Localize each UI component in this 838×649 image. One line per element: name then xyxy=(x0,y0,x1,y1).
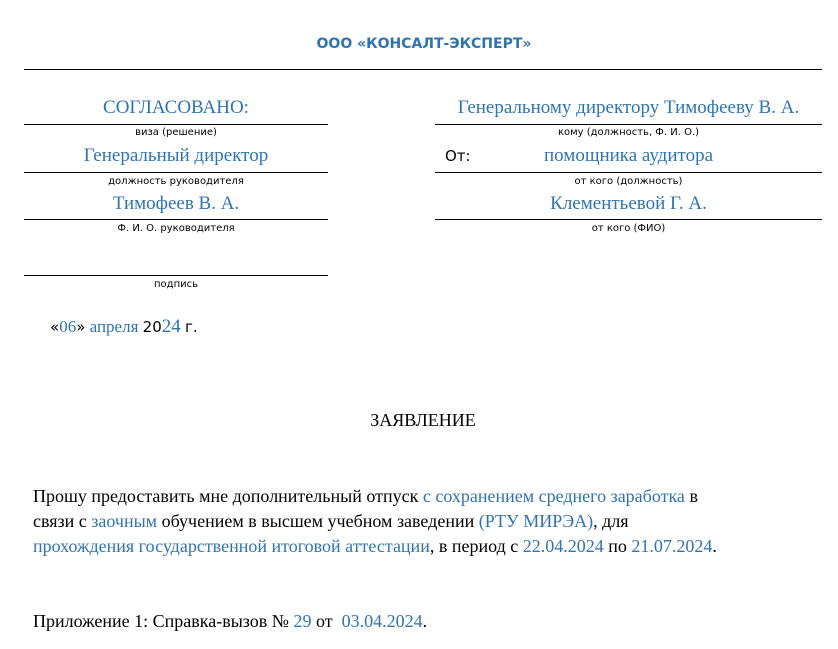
addressee-to: Генеральному директору Тимофееву В. А. xyxy=(457,97,800,118)
director-position: Генеральный директор xyxy=(83,145,269,166)
divider xyxy=(435,219,822,220)
body-text: от xyxy=(311,611,342,631)
divider xyxy=(24,219,328,220)
date-suffix: г. xyxy=(185,318,198,336)
highlighted-text: с сохранением среднего заработка xyxy=(422,486,685,506)
date-year-suffix: 24 xyxy=(161,316,181,337)
from-name-label: от кого (ФИО) xyxy=(591,223,666,234)
company-name: ООО «КОНСАЛТ-ЭКСПЕРТ» xyxy=(316,36,532,52)
highlighted-text: 03.04.2024 xyxy=(341,611,423,631)
body-text: в xyxy=(684,486,698,506)
body-text: , в период с xyxy=(429,536,523,556)
date-month: апреля xyxy=(89,317,139,336)
divider xyxy=(435,172,822,173)
body-line xyxy=(33,484,717,509)
visa-label: виза (решение) xyxy=(135,127,217,138)
highlighted-text: 29 xyxy=(293,611,312,631)
document-title: ЗАЯВЛЕНИЕ xyxy=(370,410,476,430)
from-position-label: от кого (должность) xyxy=(574,176,683,187)
header-divider xyxy=(24,69,822,70)
highlighted-text: прохождения государственной итоговой аттестации xyxy=(33,536,430,556)
body-text: Прошу предоставить мне дополнительный отпуск xyxy=(33,486,423,506)
from-position: помощника аудитора xyxy=(543,145,713,166)
body-text: обучением в высшем учебном заведении xyxy=(157,511,479,531)
highlighted-text: заочным xyxy=(91,511,158,531)
body-text: . xyxy=(422,611,428,631)
application-body xyxy=(33,484,717,559)
divider xyxy=(24,124,328,125)
approval-heading: СОГЛАСОВАНО: xyxy=(103,97,249,118)
body-text: . xyxy=(712,536,717,556)
highlighted-text: 21.07.2024 xyxy=(631,536,713,556)
highlighted-text: (РТУ МИРЭА) xyxy=(478,511,594,531)
body-text: связи с xyxy=(33,511,92,531)
date-quote-close: » xyxy=(76,318,86,336)
position-label: должность руководителя xyxy=(108,176,244,187)
director-name: Тимофеев В. А. xyxy=(112,193,240,214)
divider xyxy=(24,172,328,173)
attachment-line xyxy=(33,609,427,634)
highlighted-text: 22.04.2024 xyxy=(522,536,604,556)
body-line xyxy=(33,509,717,534)
from-name: Клементьевой Г. А. xyxy=(550,193,707,214)
body-text: по xyxy=(603,536,632,556)
to-label: кому (должность, Ф. И. О.) xyxy=(557,127,700,138)
approval-date xyxy=(33,296,198,358)
name-label: Ф. И. О. руководителя xyxy=(117,223,235,234)
from-prefix: От: xyxy=(445,147,471,165)
divider xyxy=(435,124,822,125)
body-text: , для xyxy=(593,511,629,531)
date-year-prefix: 20 xyxy=(142,318,162,336)
body-line xyxy=(33,534,717,559)
date-quote-open: « xyxy=(50,318,60,336)
body-text: Приложение 1: Справка-вызов № xyxy=(33,611,294,631)
date-day: 06 xyxy=(59,317,77,336)
signature-label: подпись xyxy=(154,279,198,290)
signature-line xyxy=(24,275,328,276)
